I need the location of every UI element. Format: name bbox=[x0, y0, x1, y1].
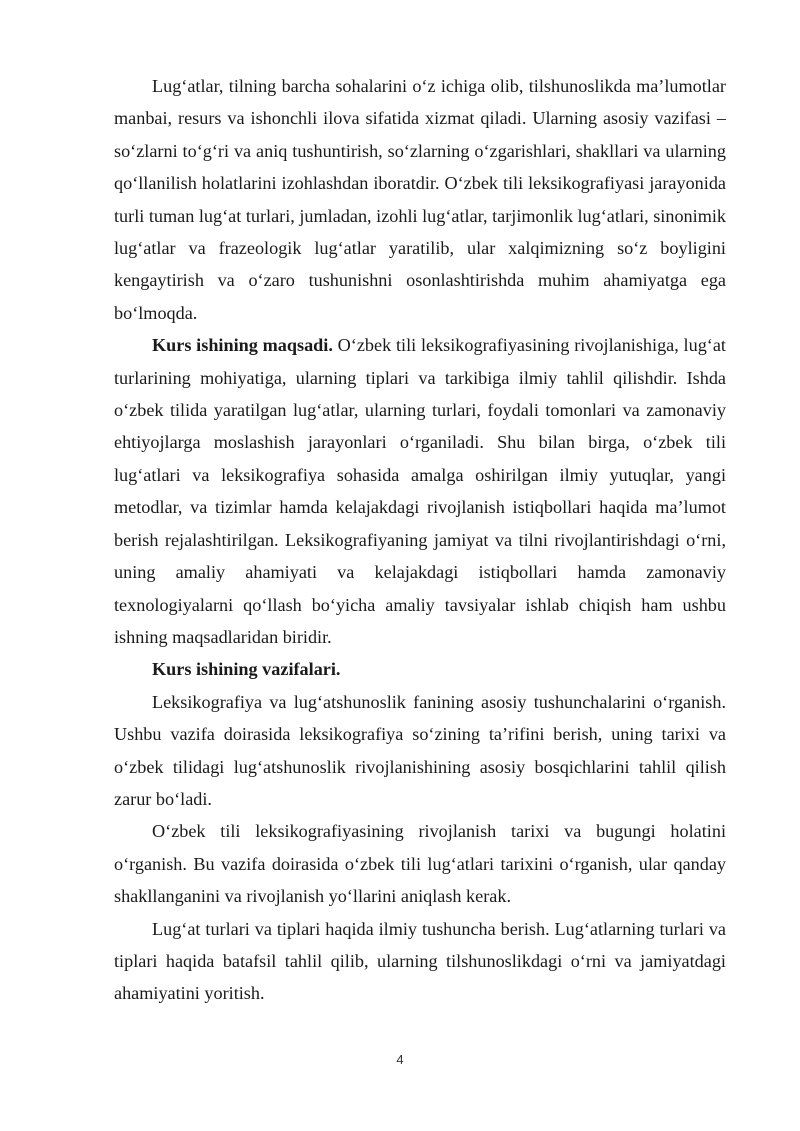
aim-text: O‘zbek tili leksikografiyasining rivojlanishiga, lug‘at turlarining mohiyatiga, ularning tiplari va tarkibiga ilmiy tahlil qilishdir. Ishda o‘zbek tilida yaratilgan lug‘atlar, ularning turlari, foydali tomonlari va zamonaviy ehtiyojlarga moslashish jarayonlari o‘rganiladi. Shu bilan birga, o‘zbek tili lug‘atlari va leksikografiya sohasida amalga oshirilgan ilmiy yutuqlar, yangi metodlar, va tizimlar hamda kelajakdagi rivojlanish istiqbollari haqida ma’lumot berish rejalashtirilgan. Leksikografiyaning jamiyat va tilni rivojlantirishdagi o‘rni, uning amaliy ahamiyati va kelajakdagi istiqbollari hamda zamonaviy texnologiyalarni qo‘llash bo‘yicha amaliy tavsiyalar ishlab chiqish ham ushbu ishning maqsadlaridan biridir. bbox=[114, 335, 726, 647]
paragraph-task-1 bbox=[114, 686, 726, 816]
aim-label: Kurs ishining maqsadi. bbox=[152, 335, 333, 356]
paragraph-intro-text: Lug‘atlar, tilning barcha sohalarini o‘z ichiga olib, tilshunoslikda ma’lumotlar manbai, resurs va ishonchli ilova sifatida xizmat qiladi. Ularning asosiy vazifasi – so‘zlarni to‘g‘ri va aniq tushuntirish, so‘zlarning o‘zgarishlari, shakllari va ularning qo‘llanilish holatlarini izohlashdan iboratdir. O‘zbek tili leksikografiyasi jarayonida turli tuman lug‘at turlari, jumladan, izohli lug‘atlar, tarjimonlik lug‘atlari, sinonimik lug‘atlar va frazeologik lug‘atlar yaratilib, ular xalqimizning so‘z boyligini kengaytirish va o‘zaro tushunishni osonlashtirishda muhim ahamiyatga ega bo‘lmoqda. bbox=[114, 76, 726, 323]
task-1-lead: Leksikografiya va lug‘atshunoslik fanining asosiy tushunchalarini o‘rganish. bbox=[152, 691, 726, 712]
task-3-lead: Lug‘at turlari va tiplari haqida ilmiy tushuncha berish. bbox=[152, 918, 550, 939]
tasks-heading: Kurs ishining vazifalari. bbox=[152, 659, 341, 680]
task-2-lead: O‘zbek tili leksikografiyasining rivojlanish tarixi va bugungi holatini o‘rganish. bbox=[114, 821, 726, 874]
paragraph-aim bbox=[114, 329, 726, 653]
task-1-text: Ushbu vazifa doirasida leksikografiya so‘zining ta’rifini berish, uning tarixi va o‘zbek tilidagi lug‘atshunoslik rivojlanishining asosiy bosqichlarini tahlil qilish zarur bo‘ladi. bbox=[114, 724, 726, 809]
document-page bbox=[114, 70, 726, 1010]
paragraph-task-2 bbox=[114, 815, 726, 912]
page-number: 4 bbox=[396, 1052, 404, 1067]
paragraph-task-3 bbox=[114, 913, 726, 1010]
task-3-text: Lug‘atlarning turlari va tiplari haqida batafsil tahlil qilib, ularning tilshunoslikdagi o‘rni va jamiyatdagi ahamiyatini yoritish. bbox=[114, 918, 727, 1004]
task-2-text: Bu vazifa doirasida o‘zbek tili lug‘atlari tarixini o‘rganish, ular qanday shakllanganini va rivojlanish yo‘llarini aniqlash kerak. bbox=[114, 853, 726, 907]
paragraph-intro bbox=[114, 70, 726, 329]
